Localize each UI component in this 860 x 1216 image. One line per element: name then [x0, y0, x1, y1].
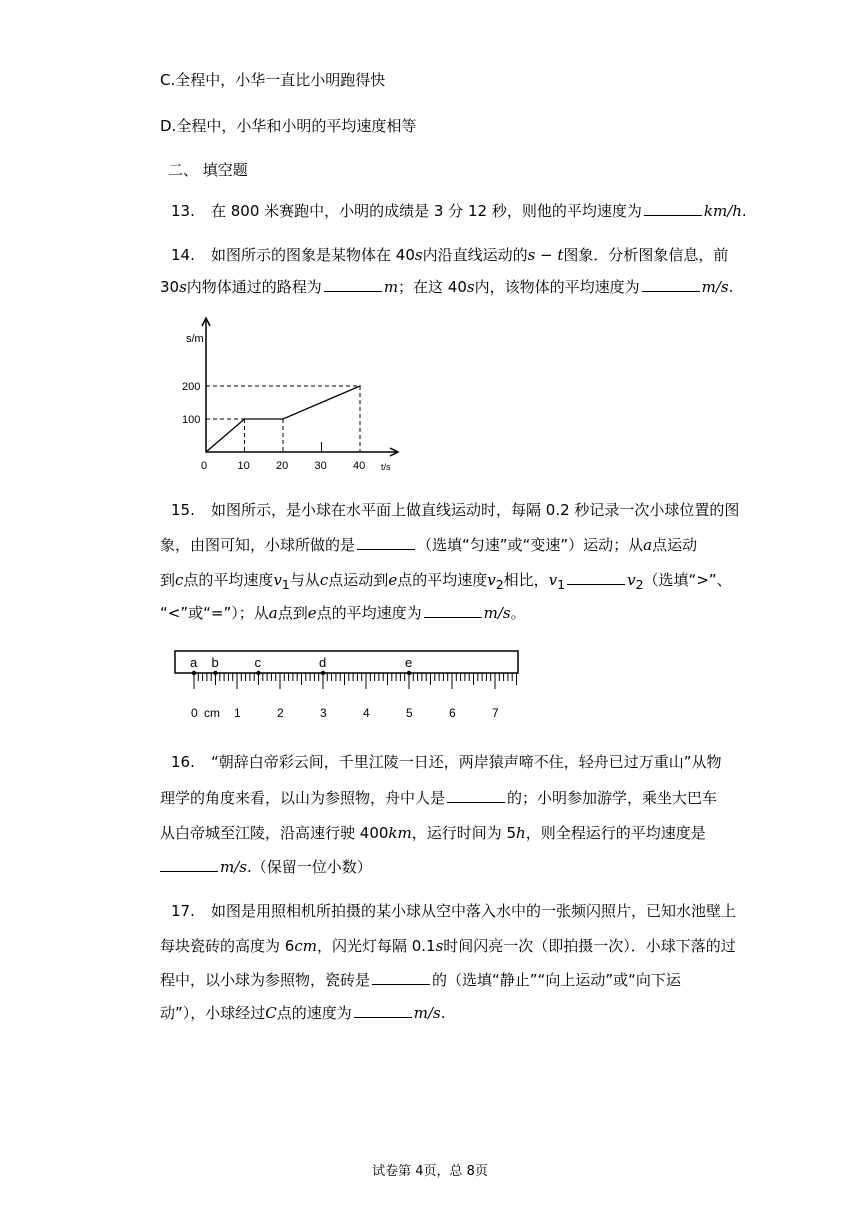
ball-position-a [192, 671, 196, 675]
data-point [282, 418, 284, 420]
ruler-figure [168, 645, 528, 725]
answer-blank[interactable] [324, 277, 382, 292]
question-15-line-2: 象，由图可知，小球所做的是 （选填“匀速”或“变速”）运动；从a点运动 [160, 536, 698, 554]
x-axis-label: t/s [381, 462, 391, 472]
point-label-c: c [254, 655, 261, 670]
question-16-line-3: 从白帝城至江陵，沿高速行驶 400km，运行时间为 5h，则全程运行的平均速度是 [160, 824, 706, 842]
ruler-number: 4 [363, 706, 370, 720]
question-15-line-3: 到c点的平均速度$v_1$与从c点运动到e点的平均速度$v_2$相比，$v_1$ $v_2$（选填“>”、 [160, 571, 732, 592]
question-15-line-1: 15. 如图所示，是小球在水平面上做直线运动时，每隔 0.2 秒记录一次小球位置的图 [171, 501, 740, 519]
question-13: 13. 在 800 米赛跑中，小明的成绩是 3 分 12 秒，则他的平均速度为 km/h. [171, 202, 747, 220]
s-t-graph [176, 312, 416, 482]
ruler-unit: cm [204, 706, 220, 720]
x-tick-label: 0 [201, 460, 208, 472]
ball-position-c [256, 671, 260, 675]
question-number: 17. [171, 902, 195, 920]
ruler-number: 0 [191, 706, 198, 720]
ruler-number: 3 [320, 706, 327, 720]
answer-blank[interactable] [567, 570, 625, 585]
question-16-line-4: m/s.（保留一位小数） [160, 857, 372, 877]
ruler-number: 2 [277, 706, 284, 720]
ruler-number: 5 [406, 706, 413, 720]
question-number: 13. [171, 202, 195, 220]
x-tick-label: 30 [314, 460, 327, 472]
point-label-b: b [211, 655, 219, 670]
question-17-line-1: 17. 如图是用照相机所拍摄的某小球从空中落入水中的一张频闪照片，已知水池壁上 [171, 902, 737, 920]
question-17-line-3: 程中，以小球为参照物，瓷砖是 的（选填“静止”“向上运动”或“向下运 [160, 971, 681, 989]
page-footer: 试卷第 4页，总 8页 [372, 1164, 488, 1179]
ruler-number: 1 [234, 706, 241, 720]
ball-position-d [321, 671, 325, 675]
point-label-a: a [190, 655, 198, 670]
ruler-number: 7 [492, 706, 499, 720]
question-17-line-4: 动”），小球经过C点的速度为 m/s. [160, 1004, 446, 1022]
answer-blank[interactable] [357, 535, 415, 550]
question-number: 14. [171, 246, 195, 264]
question-number: 16. [171, 753, 195, 771]
answer-blank[interactable] [447, 788, 505, 803]
ruler-number: 6 [449, 706, 456, 720]
option-d: D.全程中，小华和小明的平均速度相等 [160, 117, 417, 135]
answer-blank[interactable] [424, 603, 482, 618]
section-title: 二、 填空题 [168, 161, 248, 179]
y-tick-label: 200 [182, 381, 201, 393]
point-label-d: d [319, 655, 327, 670]
x-tick-label: 20 [276, 460, 289, 472]
y-axis-label: s/m [186, 333, 204, 345]
answer-blank[interactable] [644, 201, 702, 216]
question-number: 15. [171, 501, 195, 519]
data-point [205, 451, 207, 453]
ruler-body [175, 651, 518, 673]
answer-blank[interactable] [160, 857, 218, 872]
data-point [244, 418, 246, 420]
option-c: C.全程中，小华一直比小明跑得快 [160, 71, 386, 89]
answer-blank[interactable] [642, 277, 700, 292]
x-tick-label: 10 [237, 460, 250, 472]
ball-position-e [407, 671, 411, 675]
x-tick-label: 40 [353, 460, 366, 472]
point-label-e: e [405, 655, 413, 670]
question-16-line-2: 理学的角度来看，以山为参照物，舟中人是 的；小明参加游学，乘坐大巴车 [160, 789, 718, 807]
answer-blank[interactable] [354, 1003, 412, 1018]
y-tick-label: 100 [182, 414, 201, 426]
question-14-line-1: 14. 如图所示的图象是某物体在 40s内沿直线运动的s − t图象．分析图象信息，前 [171, 246, 729, 264]
answer-blank[interactable] [372, 970, 430, 985]
data-point [359, 385, 361, 387]
question-15-line-4: “<”或“=”）；从a点到e点的平均速度为 m/s。 [160, 604, 526, 622]
question-14-line-2: 30s内物体通过的路程为 m；在这 40s内，该物体的平均速度为 m/s. [160, 278, 734, 296]
question-17-line-2: 每块瓷砖的高度为 6cm，闪光灯每隔 0.1s时间闪亮一次（即拍摄一次）．小球下落的过 [160, 937, 736, 955]
question-16-line-1: 16. “朝辞白帝彩云间，千里江陵一日还，两岸猿声啼不住，轻舟已过万重山”从物 [171, 753, 722, 771]
ball-position-b [213, 671, 217, 675]
